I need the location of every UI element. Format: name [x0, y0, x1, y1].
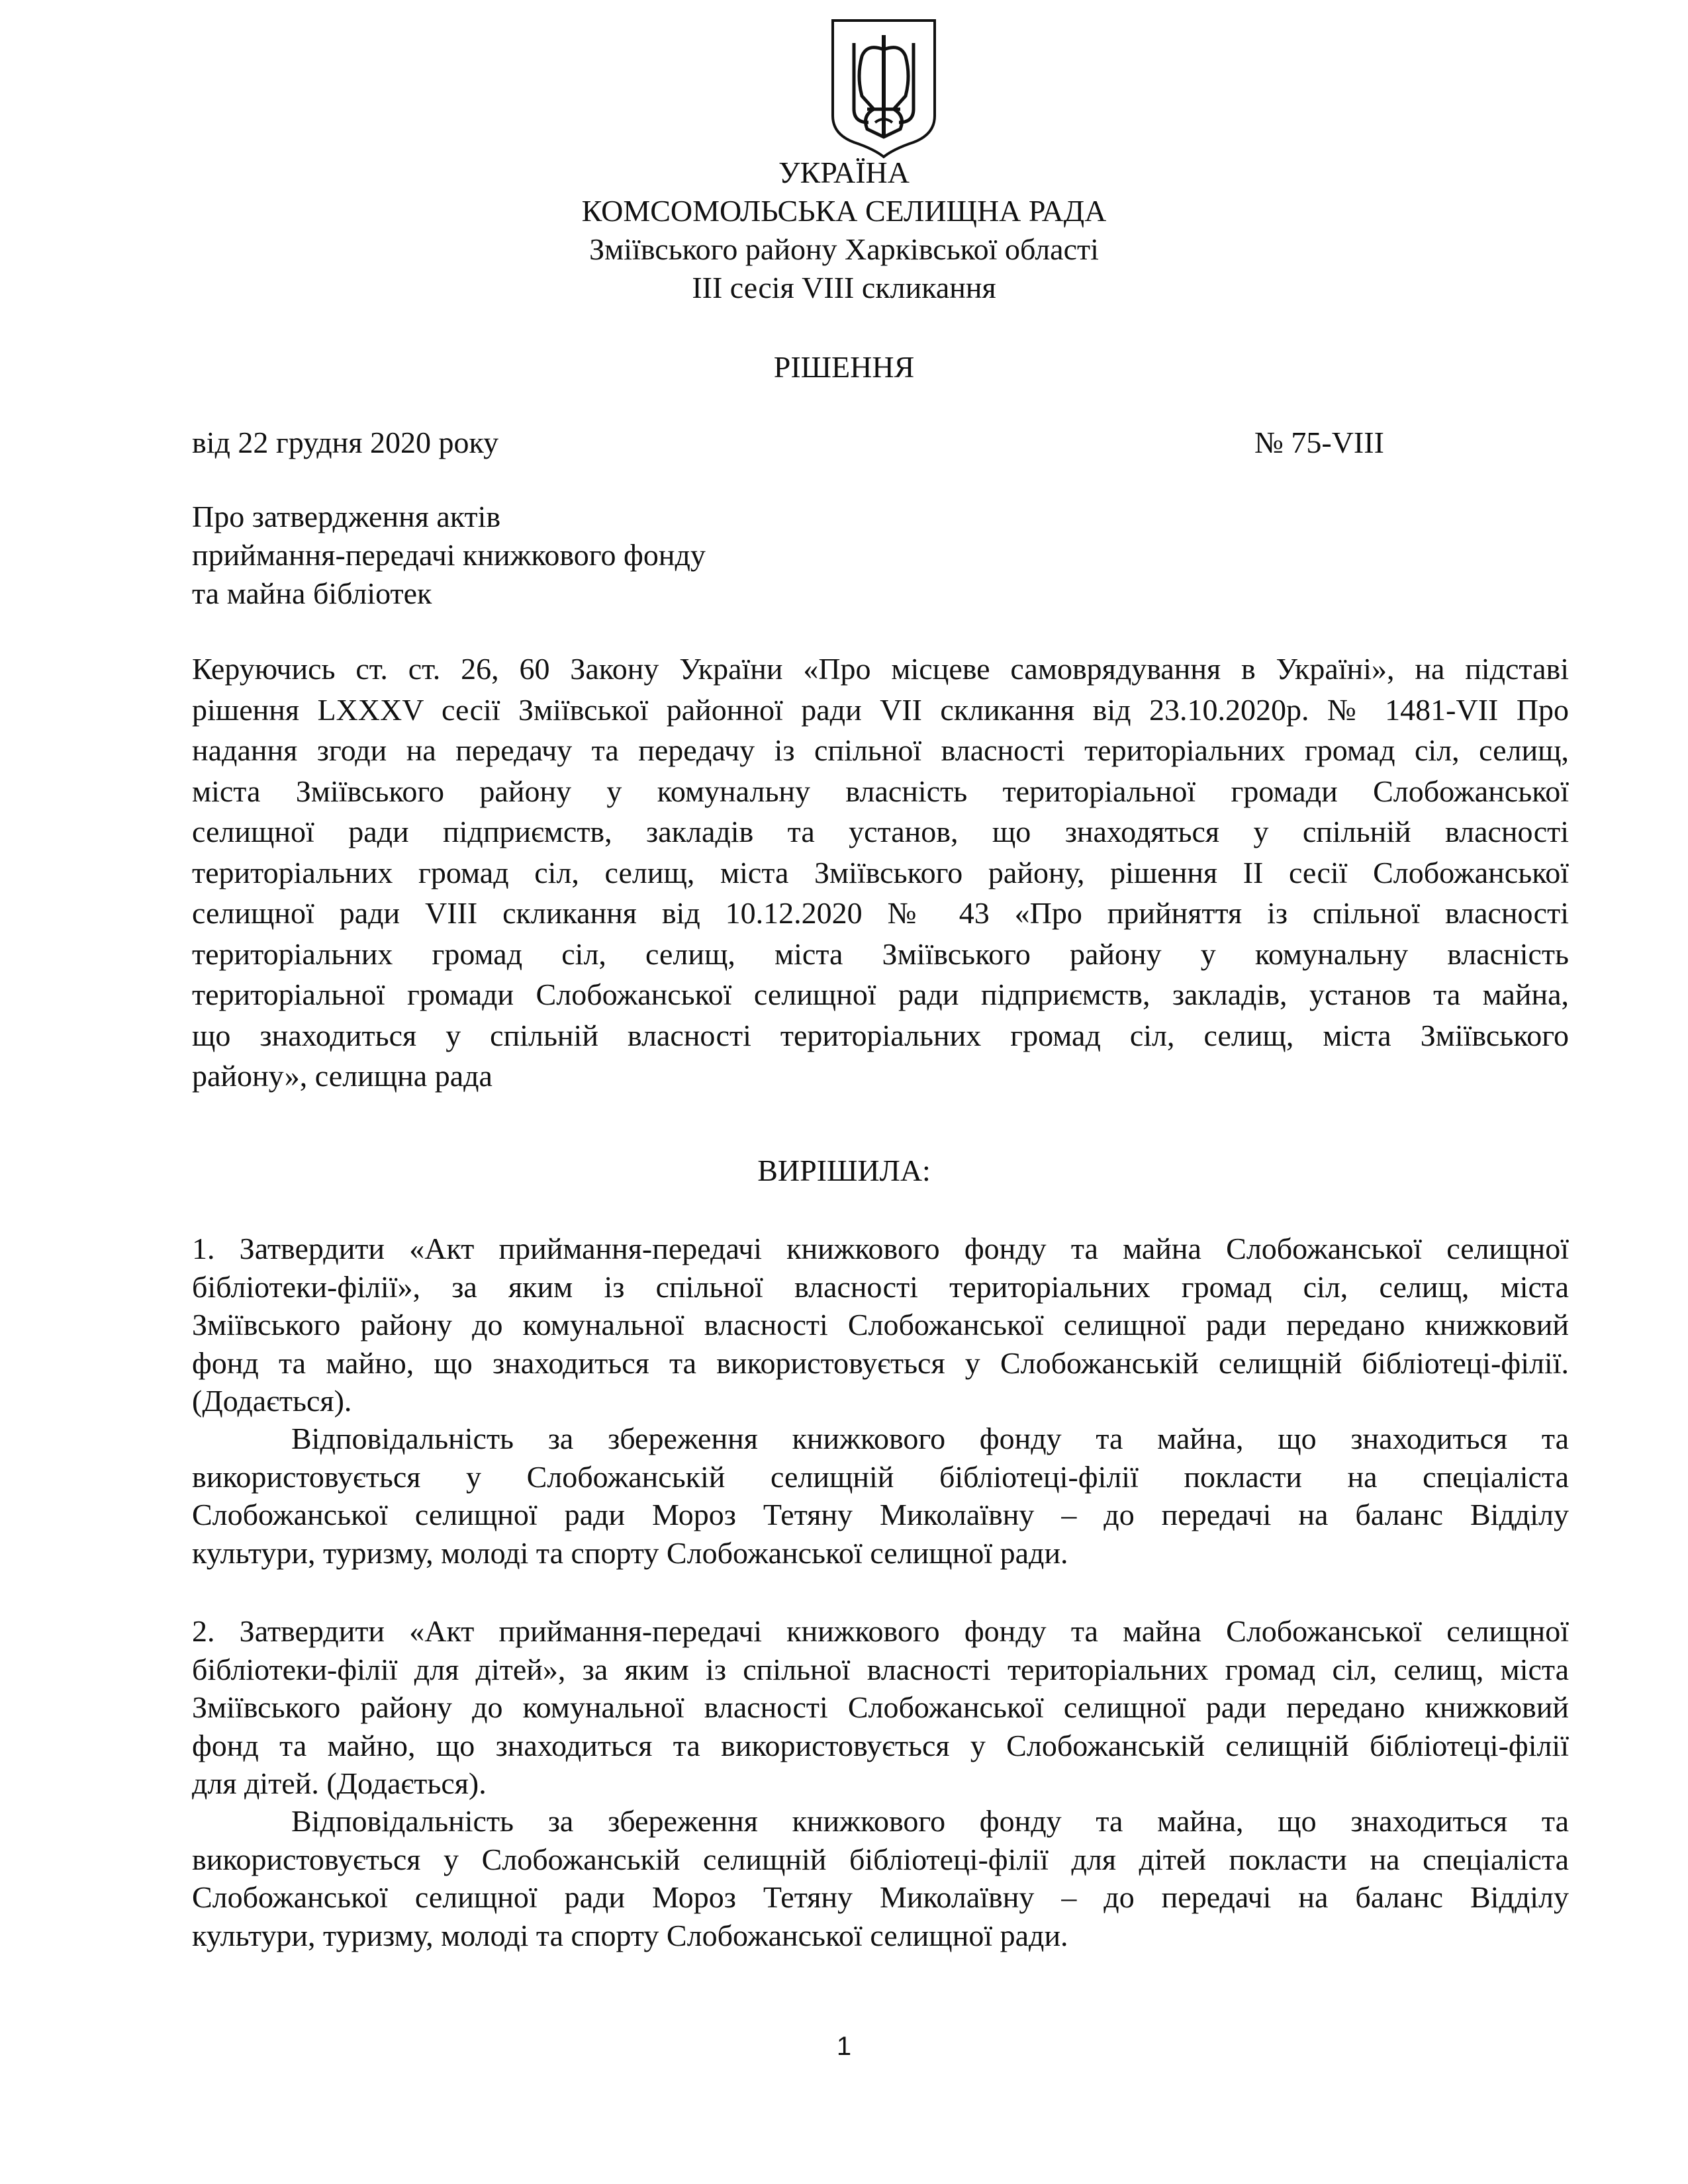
item-1-resp-line: використовується у Слобожанській селищній бібліотеці-філії покласти на спеціаліста: [192, 1459, 1569, 1494]
item-2-responsibility: [192, 1802, 1569, 1954]
item-1-responsibility: [192, 1420, 1569, 1572]
decision-date: від 22 грудня 2020 року: [192, 426, 499, 459]
preamble-line: територіальної громади Слобожанської селищної ради підприємств, закладів, установ та майна,: [192, 978, 1569, 1011]
preamble-line: селищної ради VIII скликання від 10.12.2020 № 43 «Про прийняття із спільної власності: [192, 896, 1569, 930]
item-1: [192, 1230, 1569, 1420]
item-2-line: 2. Затвердити «Акт приймання-передачі книжкового фонду та майна Слобожанської селищної: [192, 1614, 1569, 1648]
item-1-resp-line: Слобожанської селищної ради Мороз Тетяну Миколаївну – до передачі на баланс Відділу: [192, 1498, 1569, 1531]
subject-line: Про затвердження актів: [192, 500, 501, 533]
preamble-line: Керуючись ст. ст. 26, 60 Закону України «Про місцеве самоврядування в Україні», на підставі: [192, 652, 1569, 686]
header-session: ІІІ сесія VIІІ скликання: [692, 271, 996, 304]
item-2-line: бібліотеки-філії для дітей», за яким із спільної власності територіальних громад сіл, селищ, міста: [192, 1652, 1569, 1686]
preamble-line: рішення LXXXV сесії Зміївської районної ради VII скликання від 23.10.2020р. № 1481-VII Про: [192, 692, 1569, 727]
item-2-resp-line: Слобожанської селищної ради Мороз Тетяну Миколаївну – до передачі на баланс Відділу: [192, 1880, 1569, 1914]
document-type: РІШЕННЯ: [773, 350, 915, 384]
item-2-line: Зміївського району до комунальної власності Слобожанської селищної ради передано книжковий: [192, 1690, 1569, 1724]
header-council: КОМСОМОЛЬСЬКА СЕЛИЩНА РАДА: [581, 194, 1107, 228]
preamble-line: надання згоди на передачу та передачу із спільної власності територіальних громад сіл, селищ,: [192, 733, 1569, 767]
preamble-line: територіальних громад сіл, селищ, міста Зміївського району, рішення ІІ сесії Слобожанської: [192, 855, 1569, 889]
item-1-line: фонд та майно, що знаходиться та використовується у Слобожанській селищній бібліотеці-філії.: [192, 1345, 1569, 1380]
subject-line: приймання-передачі книжкового фонду: [192, 538, 706, 572]
item-2-line: для дітей. (Додається).: [192, 1766, 487, 1800]
item-2-resp-line: культури, туризму, молоді та спорту Слобожанської селищної ради.: [192, 1918, 1068, 1952]
preamble-line: району», селищна рада: [192, 1059, 492, 1093]
item-1-resp-line: культури, туризму, молоді та спорту Слобожанської селищної ради.: [192, 1535, 1068, 1570]
page-number: 1: [836, 2032, 852, 2061]
preamble-line: селищної ради підприємств, закладів та установ, що знаходяться у спільній власності: [192, 815, 1569, 848]
header-country: УКРАЇНА: [778, 156, 910, 189]
subject-line: та майна бібліотек: [192, 576, 432, 610]
decision-number: № 75-VIІІ: [1254, 426, 1384, 459]
item-1-line: Зміївського району до комунальної власності Слобожанської селищної ради передано книжковий: [192, 1308, 1569, 1342]
item-1-resp-line: Відповідальність за збереження книжкового фонду та майна, що знаходиться та: [291, 1422, 1569, 1455]
header-district: Зміївського району Харківської області: [589, 232, 1099, 266]
item-2: [192, 1612, 1569, 1803]
preamble-line: територіальних громад сіл, селищ, міста Зміївського району у комунальну власність: [192, 936, 1569, 971]
preamble-line: що знаходиться у спільній власності територіальних громад сіл, селищ, міста Зміївського: [192, 1018, 1569, 1052]
item-2-line: фонд та майно, що знаходиться та використовується у Слобожанській селищній бібліотеці-філії: [192, 1728, 1569, 1762]
item-1-line: бібліотеки-філії», за яким із спільної власності територіальних громад сіл, селищ, міста: [192, 1269, 1569, 1304]
coat-of-arms-icon: [827, 17, 940, 159]
item-1-line: (Додається).: [192, 1384, 352, 1418]
preamble-line: міста Зміївського району у комунальну власність територіальної громади Слобожанської: [192, 774, 1569, 808]
preamble: [192, 649, 1569, 1097]
item-1-line: 1. Затвердити «Акт приймання-передачі книжкового фонду та майна Слобожанської селищної: [192, 1232, 1569, 1265]
resolved-heading: ВИРІШИЛА:: [757, 1154, 931, 1187]
item-2-resp-line: використовується у Слобожанській селищній бібліотеці-філії для дітей покласти на спеціаліста: [192, 1842, 1569, 1876]
item-2-resp-line: Відповідальність за збереження книжкового фонду та майна, що знаходиться та: [291, 1804, 1569, 1838]
